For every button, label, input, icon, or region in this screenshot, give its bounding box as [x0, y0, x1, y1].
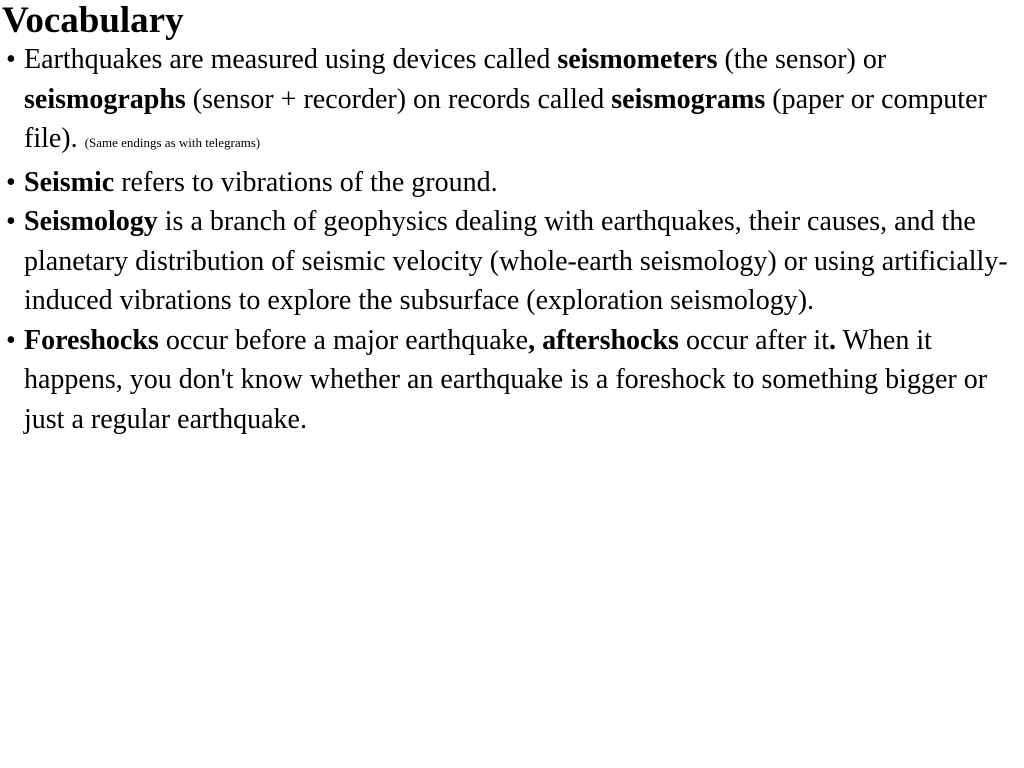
- bullet-seismometers: [6, 40, 1022, 163]
- bullet-text: (paper or computer file).: [24, 83, 987, 154]
- bullet-foreshocks: [6, 321, 1022, 440]
- bullet-text: (the sensor) or: [717, 44, 887, 75]
- bullet-marker: •: [6, 44, 16, 75]
- term-seismic: Seismic: [24, 166, 115, 198]
- bullet-seismic: [6, 163, 1022, 203]
- term-seismometers: seismometers: [557, 44, 718, 75]
- bold-period: .: [828, 324, 836, 356]
- slide-title: Vocabulary: [2, 0, 184, 41]
- bullet-text: refers to vibrations of the ground.: [114, 166, 498, 198]
- footnote-telegrams: (Same endings as with telegrams): [84, 135, 261, 150]
- bullet-seismology: [6, 202, 1022, 321]
- bullet-text: occur after it: [678, 324, 829, 356]
- term-seismograms: seismograms: [611, 83, 766, 115]
- bullet-text: occur before a major earthquake: [158, 324, 529, 356]
- term-foreshocks: Foreshocks: [24, 324, 159, 356]
- bullet-marker: •: [6, 166, 16, 198]
- term-seismology: Seismology: [24, 206, 158, 237]
- bullet-marker: •: [6, 324, 16, 356]
- bullet-text: is a branch of geophysics dealing with earthquakes, their causes, and the planetary distribution of seismic velocity (whole-earth seismology) or using artificially-induced vibrations to explore the subsurface (exploration seismology).: [24, 206, 1008, 316]
- bullet-marker: •: [6, 206, 16, 237]
- term-aftershocks: , aftershocks: [528, 324, 679, 356]
- bullet-list: [6, 40, 1022, 439]
- bullet-text: When it happens, you don't know whether an earthquake is a foreshock to something bigger or just a regular earthquake.: [24, 324, 988, 435]
- term-seismographs: seismographs: [24, 83, 186, 115]
- bullet-text: Earthquakes are measured using devices called: [24, 44, 558, 75]
- bullet-text: (sensor + recorder) on records called: [185, 83, 612, 115]
